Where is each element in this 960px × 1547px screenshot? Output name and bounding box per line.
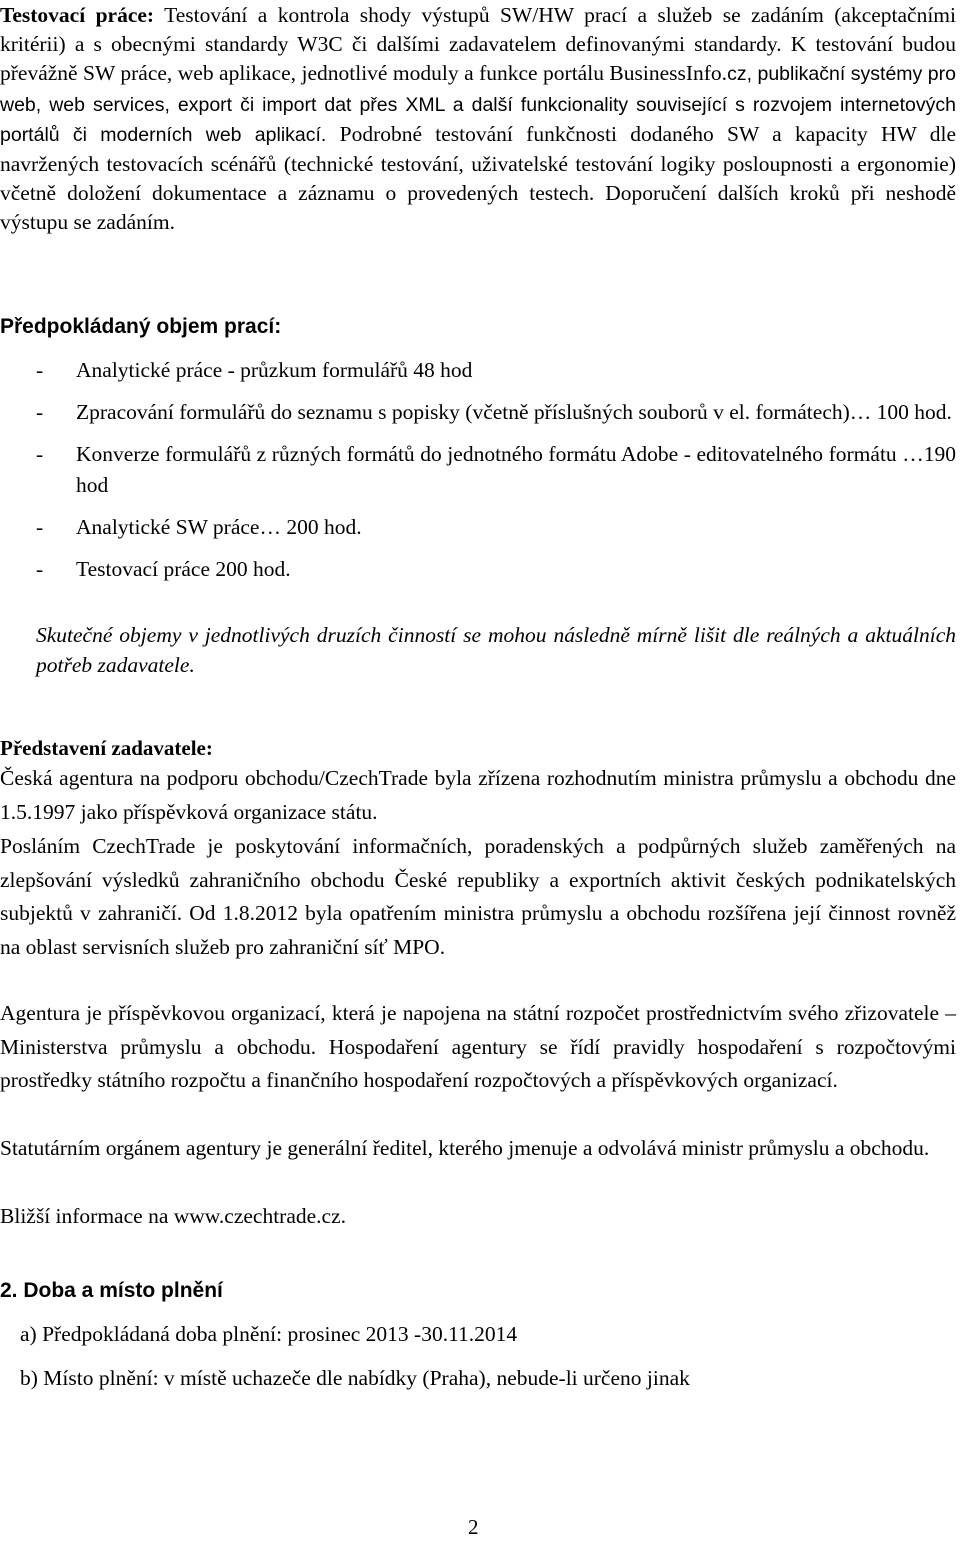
authority-paragraph-4: Statutárním orgánem agentury je generální ředitel, kterého jmenuje a odvolává ministr průmyslu a obchodu. xyxy=(0,1136,930,1160)
scope-note: Skutečné objemy v jednotlivých druzích činností se mohou následně mírně lišit dle reálných a aktuálních potřeb zadavatele. xyxy=(36,623,956,677)
scope-item-text: Testovací práce 200 hod. xyxy=(76,557,291,581)
list-bullet: - xyxy=(36,358,44,382)
scope-item-text: Konverze formulářů z různých formátů do jednotného formátu Adobe - editovatelného formátu …190 hod xyxy=(76,442,956,497)
authority-heading: Představení zadavatele: xyxy=(0,736,213,760)
authority-paragraph-2: Posláním CzechTrade je poskytování informačních, poradenských a podpůrných služeb zaměřených na zlepšování výsledků zahraničního obchodu České republiky a exportních aktivit českých podnikatelských subjektů v zahraničí. Od 1.8.2012 byla opatřením ministra průmyslu a obchodu rozšířena její činnost rovněž na oblast servisních služeb pro zahraniční síť MPO. xyxy=(0,834,956,959)
list-bullet: - xyxy=(36,515,44,539)
scope-heading: Předpokládaný objem prací: xyxy=(0,315,282,338)
list-bullet: - xyxy=(36,400,44,424)
list-item xyxy=(0,554,956,585)
section-2-item-b: b) Místo plnění: v místě uchazeče dle nabídky (Praha), nebude-li určeno jinak xyxy=(20,1366,690,1390)
intro-sentence-2: cz, publikační systémy pro web, web services, export či import dat přes XML a další funkcionality související s rozvojem internetových portálů či moderních web aplikací. xyxy=(0,63,956,146)
section-2-item-a: a) Předpokládaná doba plnění: prosinec 2013 -30.11.2014 xyxy=(20,1322,518,1346)
list-item xyxy=(0,355,956,386)
list-bullet: - xyxy=(36,557,44,581)
list-item xyxy=(0,512,956,543)
scope-list xyxy=(0,355,956,585)
list-item xyxy=(0,439,956,501)
list-item xyxy=(0,397,956,428)
list-bullet: - xyxy=(36,442,44,466)
scope-item-text: Analytické práce - průzkum formulářů 48 hod xyxy=(76,358,473,382)
intro-sentence-3: Podrobné testování funkčnosti dodaného SW a kapacity HW dle navržených testovacích scénářů (technické testování, uživatelské testování logiky posloupnosti a ergonomie) včetně doložení dokumentace a záznamu o provedených testech. xyxy=(0,121,956,206)
intro-sentence-4: Doporučení dalších kroků při neshodě výstupu se zadáním. xyxy=(0,181,957,235)
page-number: 2 xyxy=(468,1515,479,1539)
intro-paragraph xyxy=(0,1,956,238)
intro-sentence-1: Testování a kontrola shody výstupů SW/HW prací a služeb se zadáním (akceptačními kritérii) a s obecnými standardy W3C či dalšími zadavatelem definovanými standardy. K testování budou převážně SW práce, web aplikace, jednotlivé moduly a funkce portálu BusinessInfo. xyxy=(0,3,957,86)
authority-more-info: Bližší informace na www.czechtrade.cz. xyxy=(0,1204,347,1228)
authority-paragraph-3: Agentura je příspěvkovou organizací, která je napojena na státní rozpočet prostřednictvím svého zřizovatele – Ministerstva průmyslu a obchodu. Hospodaření agentury se řídí pravidly hospodaření s rozpočtovými prostředky státního rozpočtu a finančního hospodaření rozpočtových a příspěvkových organizací. xyxy=(0,1001,956,1092)
authority-paragraph-1: Česká agentura na podporu obchodu/CzechTrade byla zřízena rozhodnutím ministra průmyslu a obchodu dne 1.5.1997 jako příspěvková organizace státu. xyxy=(0,766,956,824)
scope-item-text: Analytické SW práce… 200 hod. xyxy=(76,515,362,539)
section-2-heading: 2. Doba a místo plnění xyxy=(0,1279,223,1302)
scope-item-text: Zpracování formulářů do seznamu s popisky (včetně příslušných souborů v el. formátech)… 100 hod. xyxy=(76,400,952,424)
intro-label: Testovací práce: xyxy=(0,3,155,27)
